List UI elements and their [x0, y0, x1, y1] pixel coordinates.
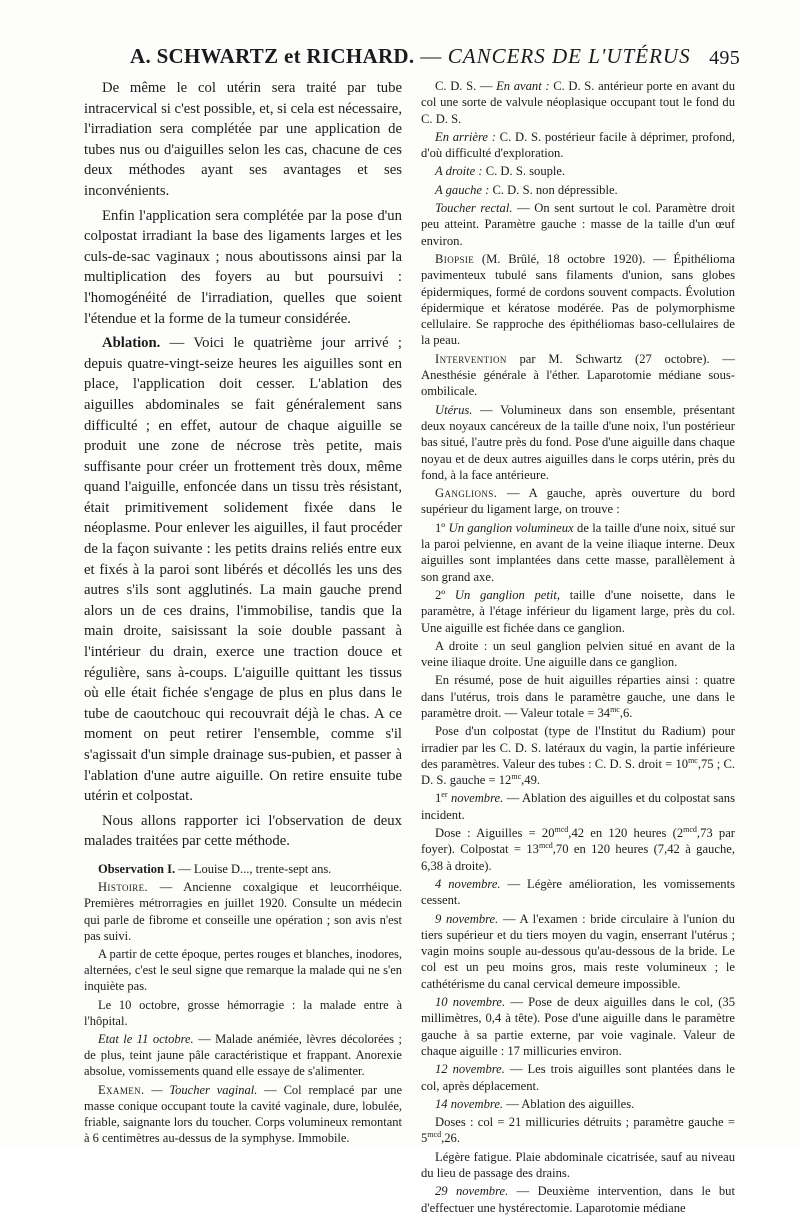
observation-paragraph: 12 novembre. — Les trois aiguilles sont plantées dans le col, après déplacement.	[421, 1062, 735, 1093]
observation-paragraph: 1er novembre. — Ablation des aiguilles et du colpostat sans incident.	[421, 790, 735, 822]
paragraph-ablation: Ablation. — Voici le quatrième jour arrivé ; depuis quatre-vingt-seize heures les aiguilles sont en place, l'application doit cesser. L'ablation des aiguilles abdominales se fait généralement sans difficulté ; en effet, autour de chaque aiguille se produit une zone de nécrose très petite, mais suffisante pour créer un frottement très doux, même quand l'aiguille, enfoncée dans un tissu très résistant, était primitivement solidement fixée dans le néoplasme. Pour enlever les aiguilles, il faut procéder de la façon suivante : les petits drains reliés entre eux et fixés à la paroi sont libérés et décollés les uns des autres s'ils sont agglutinés. La main gauche prend alors un de ces drains, l'immobilise, tandis que la main droite, saisissant la soie double passant à l'intérieur du drain, exerce une traction douce et régulière, sans à-coups. L'aiguille quittant les tissus où elle était fichée s'engage de plus en plus dans le tube de caoutchouc qui recouvrait déjà le chas. A ce moment on peut retirer l'ensemble, comme s'il s'agissait d'un simple drainage sus-pubien, et passer à l'ablation d'une autre aiguille. On retire ensuite tube utérin et colpostat.	[84, 335, 402, 805]
observation-paragraph: Intervention par M. Schwartz (27 octobre). — Anesthésie générale à l'éther. Laparotomie médiane sous-ombilicale.	[421, 351, 735, 399]
paragraph: Nous allons rapporter ici l'observation de deux malades traitées par cette méthode.	[84, 812, 402, 850]
observation-paragraph: Doses : col = 21 millicuries détruits ; paramètre gauche = $5^{mcd},26$.	[421, 1115, 735, 1146]
header-separator: —	[420, 44, 442, 68]
observation-paragraph: A partir de cette époque, pertes rouges et blanches, inodores, alternées, c'est le seul signe que remarque la malade qui ne s'en inquiète pas.	[84, 946, 402, 994]
page-number: 495	[709, 47, 740, 69]
observation-paragraph: Utérus. — Volumineux dans son ensemble, présentant deux noyaux cancéreux de la taille d'une noix, l'un postérieur bas situé, l'autre près du fond. Pose d'une aiguille dans chaque noyau et de deux autres aiguilles dans le corps utérin, près du fond, à la face antérieure.	[421, 402, 735, 482]
left-column	[84, 78, 403, 1146]
paragraph: Enfin l'application sera complétée par la pose d'un colpostat irradiant la base des ligaments larges et les culs-de-sac vaginaux ; nous aboutissons ainsi par la multiplication des foyers au but poursuivi : l'homogénéité de l'irradiation, quelles que soient l'étendue et la forme de la tumeur considérée.	[84, 207, 402, 327]
observation-paragraph: 29 novembre. — Deuxième intervention, dans le but d'effectuer une hystérectomie. Laparotomie médiane	[421, 1184, 735, 1215]
observation-paragraph: Biopsie (M. Brûlé, 18 octobre 1920). — Épithélioma pavimenteux tubulé sans filaments d'union, sans globes épidermiques, formé de cordons souvent compacts. Évolution épidermique et kératose modérée. Pas de polymorphisme cellulaire. Se rapproche des épithéliomas baso-cellulaires de la peau.	[421, 251, 735, 348]
header-title: CANCERS DE L'UTÉRUS	[447, 44, 691, 68]
observation-paragraph: En résumé, pose de huit aiguilles réparties ainsi : quatre dans l'utérus, trois dans le paramètre gauche, une dans le paramètre droit. — Valeur totale = $34^{mc},6$.	[421, 673, 735, 720]
observation-paragraph: Examen. — Toucher vaginal. — Col remplacé par une masse conique occupant toute la cavité vaginale, dure, lobulée, friable, saignante lors du toucher. Corps volumineux remontant à 6 centimètres au-dessus de la symphyse. Immobile.	[84, 1082, 403, 1146]
observation-title: Observation I. — Louise D..., trente-sept ans.	[98, 861, 332, 876]
observation-paragraph: Histoire. — Ancienne coxalgique et leucorrhéique. Premières métrorragies en juillet 1920. Consulte un médecin qui parle de fibrome et conseille une opération ; son avis n'est pas suivi.	[84, 880, 402, 943]
header-authors: A. SCHWARTZ et RICHARD.	[130, 44, 415, 68]
observation-paragraph: 14 novembre. — Ablation des aiguilles.	[435, 1096, 635, 1111]
section-heading: Ablation.	[102, 335, 161, 352]
observation-paragraph: Légère fatigue. Plaie abdominale cicatrisée, sauf au niveau du lieu de passage des drains.	[421, 1149, 735, 1180]
observation-paragraph: A droite : un seul ganglion pelvien situé en avant de la veine iliaque droite. Une aiguille dans ce ganglion.	[421, 638, 735, 670]
observation-paragraph: 2º Un ganglion petit, taille d'une noisette, dans le paramètre, à l'étage inférieur du ligament large, près du col. Une aiguille est fichée dans ce ganglion.	[421, 587, 735, 635]
observation-paragraph: Le 10 octobre, grosse hémorragie : la malade entre à l'hôpital.	[84, 997, 402, 1028]
observation-paragraph: Pose d'un colpostat (type de l'Institut du Radium) pour irradier par les C. D. S. latéraux du vagin, la partie inférieure des paramètres. Valeur des tubes : C. D. S. droit = $10^{mc},75$ ; C. D. S. gauche = $12^{mc},49$.	[421, 724, 735, 788]
observation-paragraph: Dose : Aiguilles = $20^{mcd},42$ en 120 heures ($2^{mcd},73$ par foyer). Colpostat = $13^{mcd},70$ en 120 heures (7,42 à gauche, 6,38 à droite).	[421, 825, 735, 873]
observation-paragraph: A gauche : C. D. S. non dépressible.	[435, 182, 618, 197]
right-column	[421, 78, 735, 1215]
observation-heading: Observation I.	[98, 861, 176, 876]
observation-paragraph: 1º Un ganglion volumineux de la taille d'une noix, situé sur la paroi pelvienne, en avant de la veine iliaque interne. Deux aiguilles sont implantées dans cette masse, parallèlement à son grand axe.	[421, 520, 735, 584]
observation-paragraph: 4 novembre. — Légère amélioration, les vomissements cessent.	[421, 876, 735, 908]
observation-block	[84, 861, 402, 1146]
running-header	[130, 44, 740, 74]
observation-paragraph: A droite : C. D. S. souple.	[435, 164, 566, 179]
observation-paragraph: Ganglions. — A gauche, après ouverture du bord supérieur du ligament large, on trouve :	[421, 486, 735, 517]
observation-paragraph: C. D. S. — En avant : C. D. S. antérieur porte en avant du col une sorte de valvule néoplasique occupant tout le fond du C. D. S.	[421, 79, 735, 126]
paragraph: De même le col utérin sera traité par tube intracervical si c'est possible, et, si cela est nécessaire, l'irradiation sera complétée par une application de tubes nus ou d'aiguilles selon les cas, chacune de ces deux méthodes ayant ses avantages et ses inconvénients.	[84, 80, 402, 199]
observation-paragraph: 9 novembre. — A l'examen : bride circulaire à l'union du tiers supérieur et du tiers moyen du vagin, enserrant l'utérus ; vagin moins souple au-dessous qu'au-dessous de la bride. Le col est un peu moins gros, mais reste volumineux ; le cathétérisme du canal cervical demeure impossible.	[421, 911, 735, 991]
observation-paragraph: Etat le 11 octobre. — Malade anémiée, lèvres décolorées ; de plus, teint jaune pâle caractéristique et frappant. Anorexie absolue, vomissements quand elle essaye de s'alimenter.	[84, 1032, 402, 1079]
observation-paragraph: En arrière : C. D. S. postérieur facile à déprimer, profond, d'où difficulté d'exploration.	[421, 129, 735, 161]
observation-paragraph: Toucher rectal. — On sent surtout le col. Paramètre droit peu atteint. Paramètre gauche : masse de la taille d'un œuf environ.	[421, 201, 735, 248]
observation-paragraph: 10 novembre. — Pose de deux aiguilles dans le col, (35 millimètres, 0,4 à tête). Pose d'une aiguille dans le paramètre gauche à sa partie externe, par voie vaginale. Valeur de chaque aiguille : 17 millicuries environ.	[421, 995, 735, 1058]
